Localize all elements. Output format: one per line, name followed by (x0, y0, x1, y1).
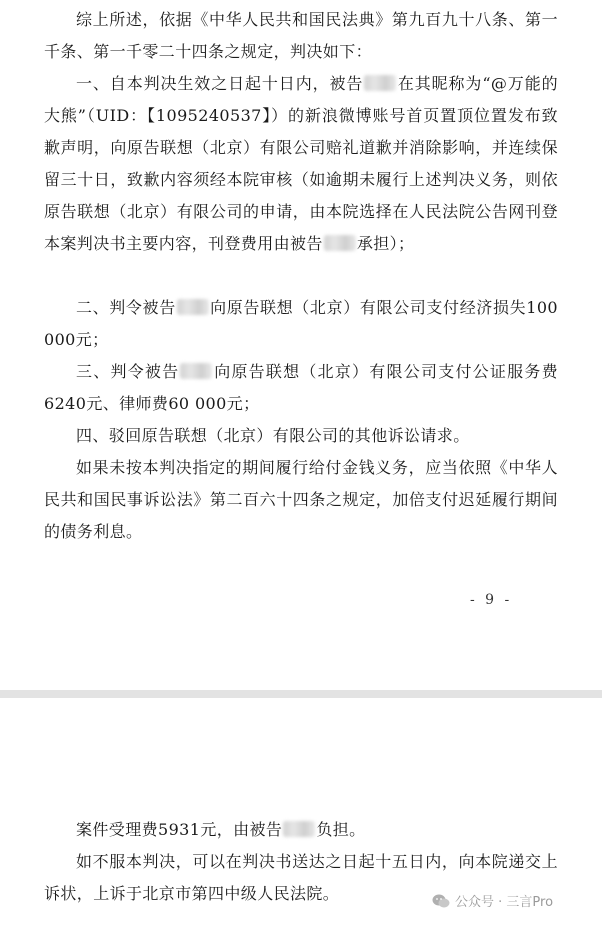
watermark (432, 891, 553, 910)
page-number: - 9 - (470, 592, 513, 608)
wechat-channel-icon (432, 893, 450, 909)
paragraph-late-payment: 如果未按本判决指定的期间履行给付金钱义务，应当依照《中华人民共和国民事诉讼法》第二百六十四条之规定，加倍支付迟延履行期间的债务利息。 (44, 458, 558, 541)
redacted-name (180, 363, 212, 379)
paragraph-conclusion: 综上所述，依据《中华人民共和国民法典》第九百九十八条、第一千条、第一千零二十四条之规定，判决如下： (44, 10, 558, 61)
paragraph-ruling-2: 二、判令被告 向原告联想（北京）有限公司支付经济损失100 000元； (44, 298, 558, 349)
paragraph-ruling-1: 一、自本判决生效之日起十日内，被告 在其昵称为“@万能的大熊”（UID：【1095240537】）的新浪微博账号首页置顶位置发布致歉声明，向原告联想（北京）有限公司赔礼道歉并消除影响，并连续保留三十日，致歉内容须经本院审核（如逾期未履行上述判决义务，则依原告联想（北京）有限公司的申请，由本院选择在人民法院公告网刊登本案判决书主要内容，刊登费用由被告 承担）； (44, 74, 558, 253)
paragraph-case-fee: 案件受理费5931元，由被告 负担。 (76, 820, 366, 839)
redacted-name (324, 235, 356, 251)
paragraph-ruling-4: 四、驳回原告联想（北京）有限公司的其他诉讼请求。 (76, 426, 470, 445)
watermark-text: 公众号 · 三言Pro (455, 895, 554, 910)
paragraph-appeal: 如不服本判决，可以在判决书送达之日起十五日内，向本院递交上诉状，上诉于北京市第四中级人民法院。 (44, 852, 558, 903)
redacted-name (283, 821, 315, 837)
page-separator (0, 690, 602, 698)
redacted-name (177, 299, 209, 315)
paragraph-ruling-3: 三、判令被告 向原告联想（北京）有限公司支付公证服务费6240元、律师费60 000元； (44, 362, 558, 413)
redacted-name (364, 75, 396, 91)
